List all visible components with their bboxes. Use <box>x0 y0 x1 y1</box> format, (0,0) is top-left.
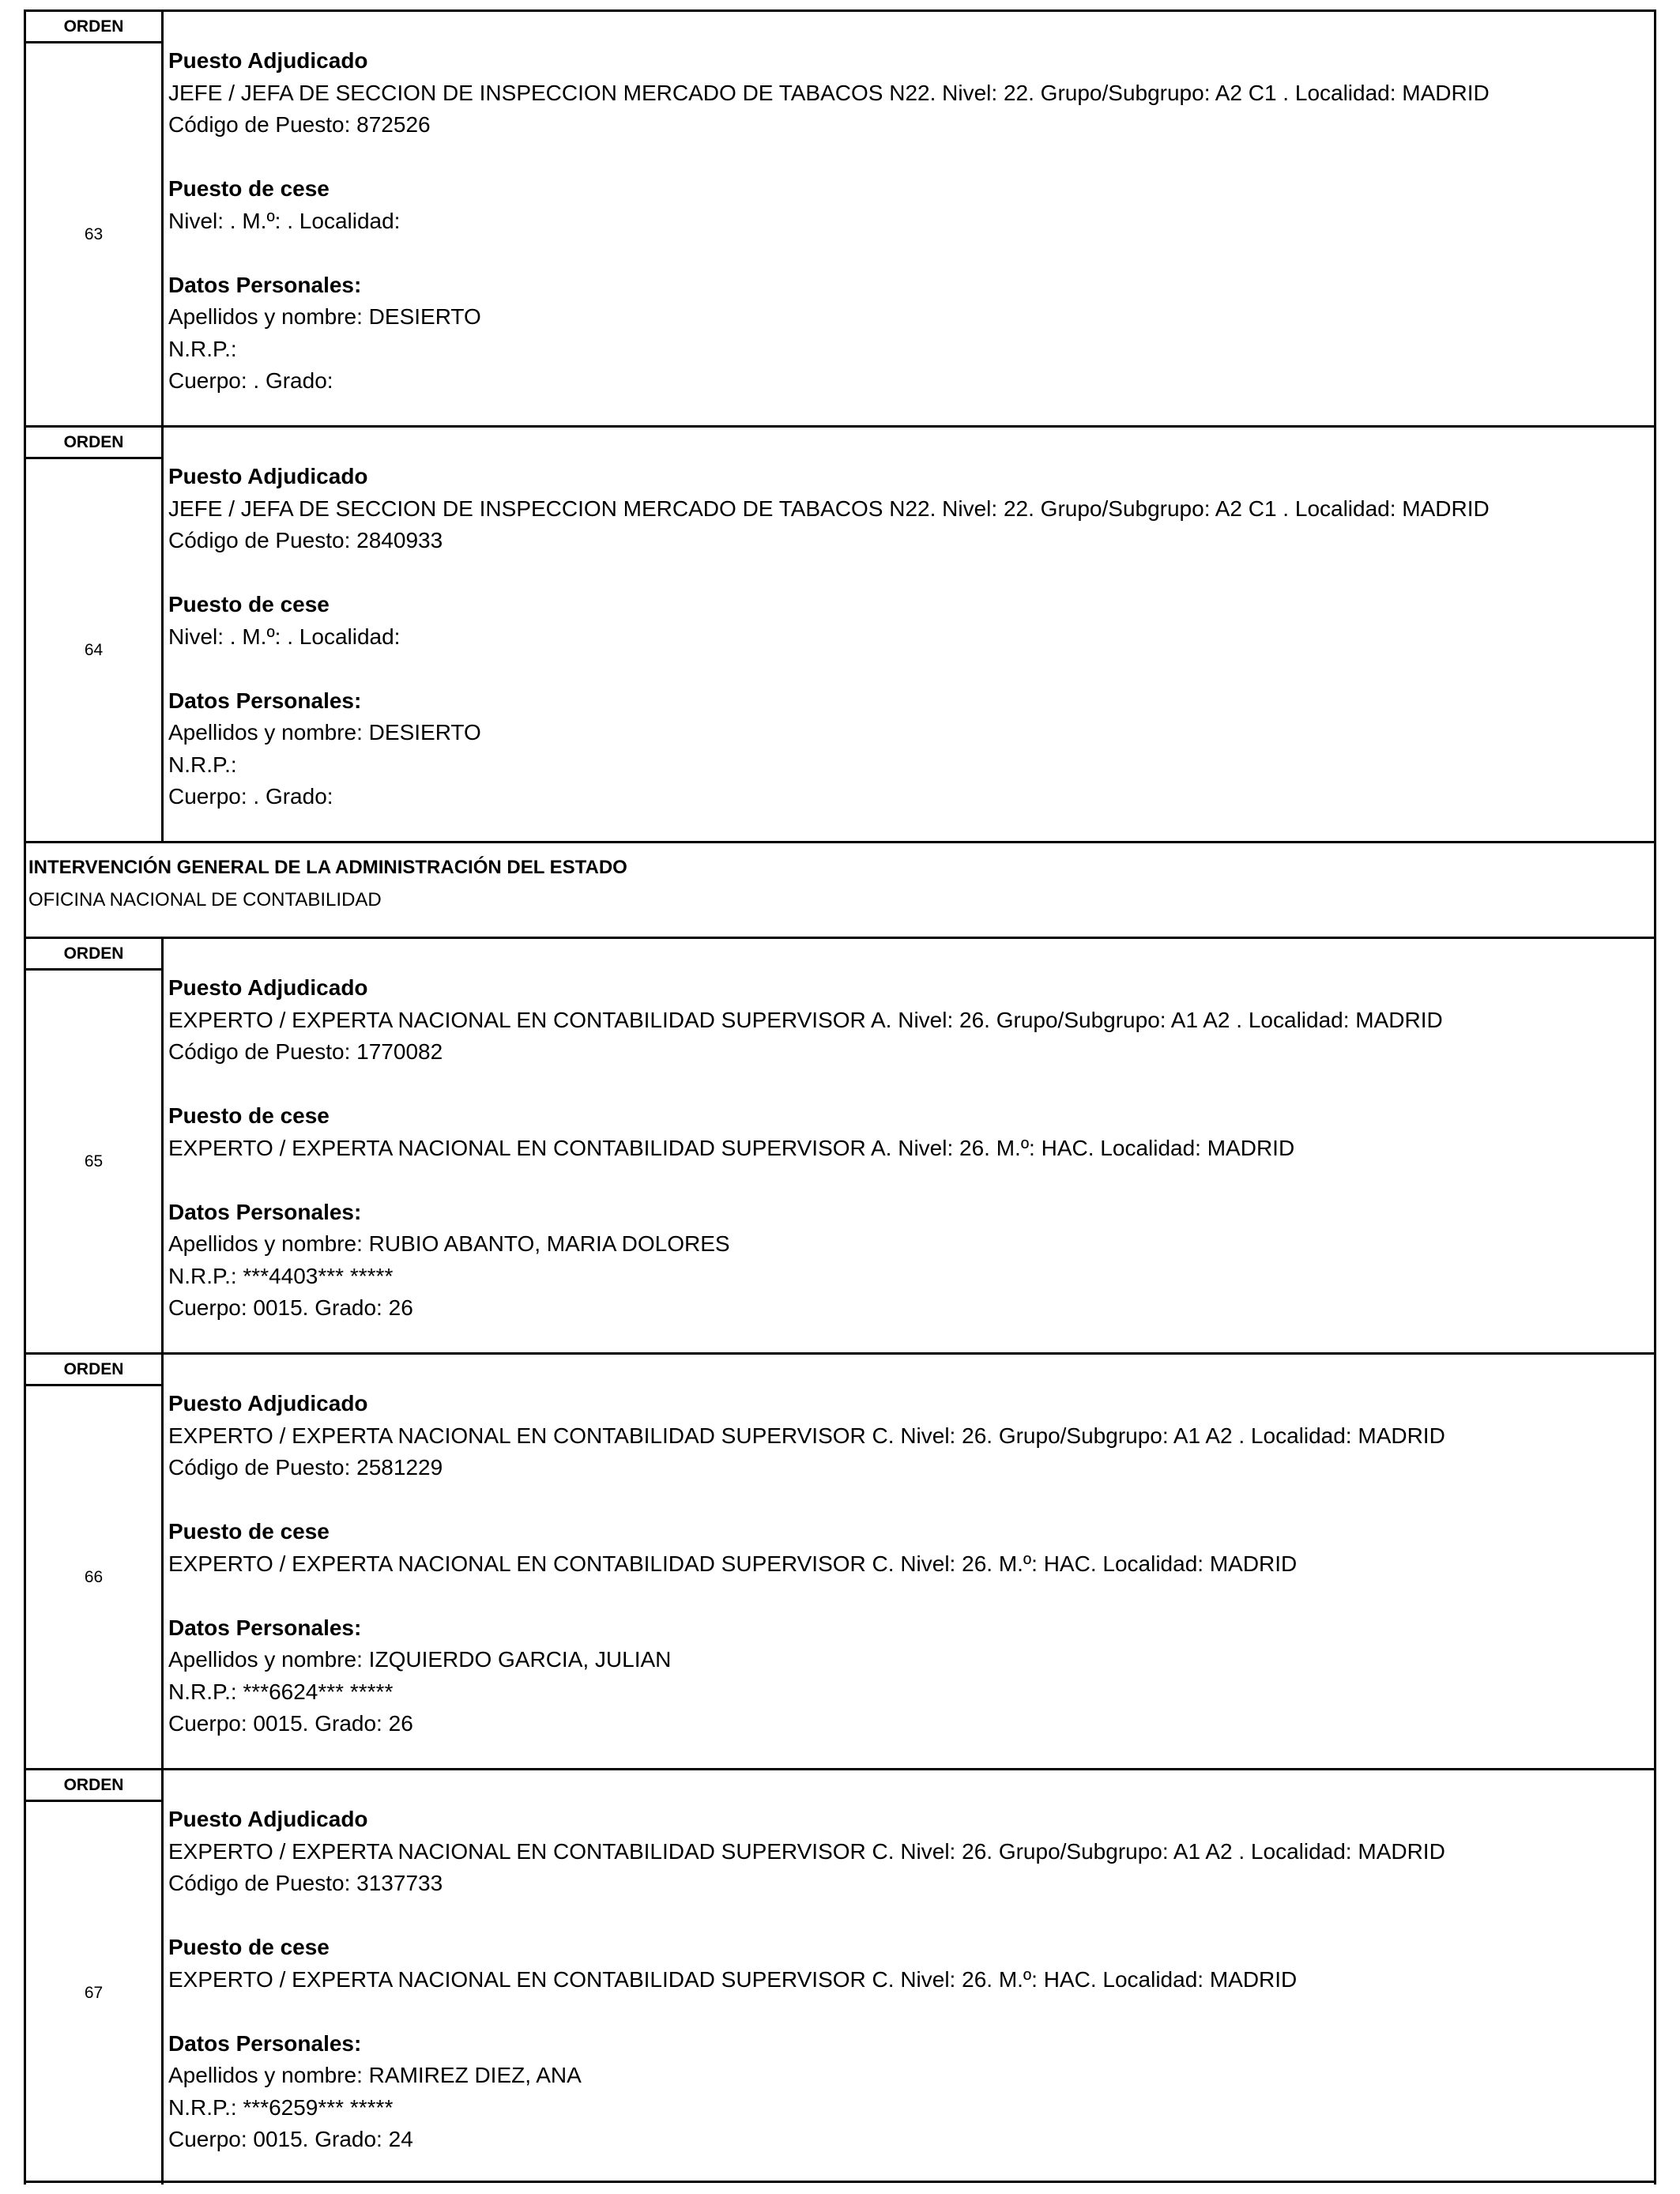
orden-block-64 <box>24 425 1656 841</box>
cuerpo-grado: Cuerpo: 0015. Grado: 24 <box>168 2127 413 2151</box>
datos-personales-heading: Datos Personales: <box>168 2030 362 2056</box>
orden-block-67 <box>24 1768 1656 2185</box>
section-subtitle: OFICINA NACIONAL DE CONTABILIDAD <box>28 889 382 910</box>
section-title: INTERVENCIÓN GENERAL DE LA ADMINISTRACIÓN DEL ESTADO <box>28 857 627 878</box>
nrp: N.R.P.: ***6259*** ***** <box>168 2094 394 2120</box>
cuerpo-grado: Cuerpo: 0015. Grado: 26 <box>168 1711 413 1736</box>
apellidos-nombre: Apellidos y nombre: IZQUIERDO GARCIA, JULIAN <box>168 1647 672 1672</box>
codigo-puesto: Código de Puesto: 1770082 <box>168 1039 443 1064</box>
orden-block-65 <box>24 937 1656 1352</box>
nrp: N.R.P.: <box>168 752 237 777</box>
orden-header: ORDEN <box>26 428 161 459</box>
codigo-puesto: Código de Puesto: 2581229 <box>168 1455 443 1480</box>
apellidos-nombre: Apellidos y nombre: DESIERTO <box>168 720 481 745</box>
datos-personales-heading: Datos Personales: <box>168 688 362 713</box>
puesto-cese-desc: Nivel: . M.º: . Localidad: <box>168 624 401 649</box>
puesto-cese-heading: Puesto de cese <box>168 176 330 201</box>
block-content <box>168 1355 1654 1740</box>
puesto-cese-heading: Puesto de cese <box>168 1103 330 1128</box>
puesto-adjudicado-heading: Puesto Adjudicado <box>168 464 368 488</box>
puesto-adjudicado-heading: Puesto Adjudicado <box>168 1807 368 1831</box>
orden-number: 67 <box>84 1984 104 2002</box>
orden-block-66 <box>24 1352 1656 1768</box>
orden-number: 64 <box>84 640 104 659</box>
puesto-cese-heading: Puesto de cese <box>168 1519 330 1544</box>
nrp: N.R.P.: ***6624*** ***** <box>168 1679 394 1704</box>
block-content <box>168 428 1654 813</box>
cuerpo-grado: Cuerpo: . Grado: <box>168 368 333 393</box>
nrp: N.R.P.: ***4403*** ***** <box>168 1263 394 1288</box>
puesto-adjudicado-heading: Puesto Adjudicado <box>168 1391 368 1416</box>
cuerpo-grado: Cuerpo: . Grado: <box>168 784 333 809</box>
puesto-cese-desc: EXPERTO / EXPERTA NACIONAL EN CONTABILIDAD SUPERVISOR A. Nivel: 26. M.º: HAC. Localidad: MADRID <box>168 1135 1295 1160</box>
orden-number: 65 <box>84 1152 104 1171</box>
orden-header: ORDEN <box>26 939 161 971</box>
orden-column <box>26 12 164 425</box>
orden-column <box>26 428 164 841</box>
cuerpo-grado: Cuerpo: 0015. Grado: 26 <box>168 1295 413 1320</box>
puesto-adjudicado-desc: EXPERTO / EXPERTA NACIONAL EN CONTABILIDAD SUPERVISOR A. Nivel: 26. Grupo/Subgrupo: A1 A2 . Localidad: MADRID <box>168 1007 1443 1032</box>
puesto-cese-desc: EXPERTO / EXPERTA NACIONAL EN CONTABILIDAD SUPERVISOR C. Nivel: 26. M.º: HAC. Localidad: MADRID <box>168 1966 1298 1992</box>
orden-column <box>26 939 164 1352</box>
puesto-adjudicado-desc: JEFE / JEFA DE SECCION DE INSPECCION MERCADO DE TABACOS N22. Nivel: 22. Grupo/Subgrupo: A2 C1 . Localidad: MADRID <box>168 496 1490 521</box>
apellidos-nombre: Apellidos y nombre: RUBIO ABANTO, MARIA DOLORES <box>168 1231 730 1256</box>
bottom-rule <box>24 2181 1656 2183</box>
nrp: N.R.P.: <box>168 336 237 361</box>
apellidos-nombre: Apellidos y nombre: RAMIREZ DIEZ, ANA <box>168 2063 582 2087</box>
orden-number: 63 <box>84 224 104 243</box>
codigo-puesto: Código de Puesto: 2840933 <box>168 528 443 552</box>
orden-block-63 <box>24 9 1656 425</box>
puesto-cese-heading: Puesto de cese <box>168 1935 330 1959</box>
block-content <box>168 939 1654 1325</box>
puesto-adjudicado-desc: JEFE / JEFA DE SECCION DE INSPECCION MERCADO DE TABACOS N22. Nivel: 22. Grupo/Subgrupo: A2 C1 . Localidad: MADRID <box>168 80 1490 105</box>
section-header <box>24 841 1656 937</box>
orden-column <box>26 1355 164 1768</box>
puesto-adjudicado-desc: EXPERTO / EXPERTA NACIONAL EN CONTABILIDAD SUPERVISOR C. Nivel: 26. Grupo/Subgrupo: A1 A2 . Localidad: MADRID <box>168 1423 1445 1448</box>
apellidos-nombre: Apellidos y nombre: DESIERTO <box>168 304 481 329</box>
puesto-adjudicado-desc: EXPERTO / EXPERTA NACIONAL EN CONTABILIDAD SUPERVISOR C. Nivel: 26. Grupo/Subgrupo: A1 A2 . Localidad: MADRID <box>168 1838 1445 1864</box>
orden-number: 66 <box>84 1567 104 1586</box>
puesto-adjudicado-heading: Puesto Adjudicado <box>168 48 368 73</box>
orden-column <box>26 1770 164 2185</box>
puesto-cese-desc: Nivel: . M.º: . Localidad: <box>168 208 401 233</box>
orden-header: ORDEN <box>26 12 161 43</box>
puesto-cese-heading: Puesto de cese <box>168 592 330 616</box>
block-content <box>168 12 1654 398</box>
puesto-adjudicado-heading: Puesto Adjudicado <box>168 975 368 1000</box>
codigo-puesto: Código de Puesto: 3137733 <box>168 1871 443 1895</box>
datos-personales-heading: Datos Personales: <box>168 1199 362 1224</box>
orden-header: ORDEN <box>26 1355 161 1386</box>
codigo-puesto: Código de Puesto: 872526 <box>168 112 431 137</box>
datos-personales-heading: Datos Personales: <box>168 1615 362 1640</box>
puesto-cese-desc: EXPERTO / EXPERTA NACIONAL EN CONTABILIDAD SUPERVISOR C. Nivel: 26. M.º: HAC. Localidad: MADRID <box>168 1551 1298 1576</box>
block-content <box>168 1770 1654 2156</box>
document-page <box>24 9 1656 2185</box>
datos-personales-heading: Datos Personales: <box>168 272 362 297</box>
orden-header: ORDEN <box>26 1770 161 1802</box>
